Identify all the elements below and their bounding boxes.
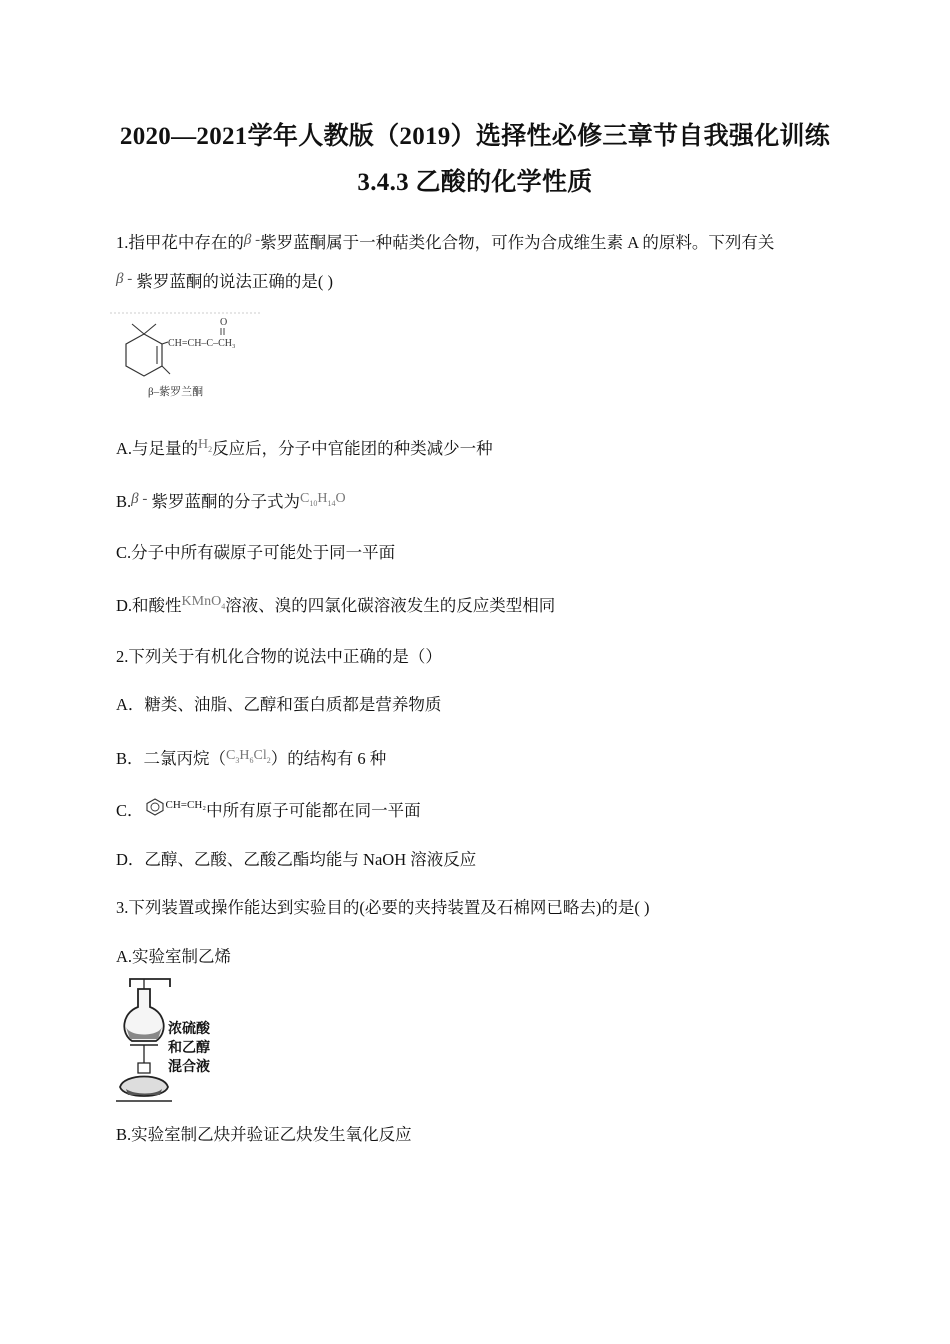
question-3-stem: 3.下列装置或操作能达到实验目的(必要的夹持装置及石棉网已略去)的是( )	[116, 898, 650, 917]
ring-methyl	[162, 366, 170, 374]
beta-symbol: β -	[131, 491, 148, 507]
question-1-stem-line1	[116, 229, 774, 253]
q2-option-b-prefix: B．二氯丙烷（	[116, 749, 227, 768]
question-2-option-b	[116, 745, 386, 769]
q1-stem-part-a: 1.指甲花中存在的	[116, 233, 244, 252]
question-1-option-c: C.分子中所有碳原子可能处于同一平面	[116, 543, 396, 562]
delivery-tube	[130, 979, 170, 987]
q2-option-c-prefix: C．	[116, 801, 144, 820]
question-2-option-c	[116, 797, 421, 821]
h2-formula: H2	[198, 437, 213, 454]
benzene-ring-icon	[144, 798, 166, 816]
carbonyl-oxygen-label: O	[220, 317, 228, 328]
q1-option-a-prefix: A.与足量的	[116, 439, 199, 458]
ethylene-apparatus-figure	[112, 975, 232, 1110]
structure-caption: β–紫罗兰酮	[148, 386, 204, 398]
section-title: 3.4.3 乙酸的化学性质	[357, 169, 593, 196]
document-title: 2020—2021学年人教版（2019）选择性必修三章节自我强化训练	[119, 123, 831, 150]
question-1-option-a	[116, 435, 493, 459]
label-line-1: 浓硫酸	[168, 1022, 210, 1037]
gem-methyl-1	[132, 324, 144, 334]
kmno4-formula: KMnO4	[181, 594, 226, 611]
question-1-option-b	[116, 488, 346, 512]
q2-option-b-suffix: ）的结构有 6 种	[270, 749, 387, 768]
label-line-3: 混合液	[168, 1060, 210, 1075]
lamp-neck	[138, 1063, 150, 1073]
beta-symbol: β -	[116, 271, 133, 287]
gem-methyl-2	[144, 324, 156, 334]
q1-option-b-prefix: B.	[116, 492, 132, 511]
question-2-option-d: D．乙醇、乙酸、乙酸乙酯均能与 NaOH 溶液反应	[116, 850, 477, 869]
q1-option-b-text: 紫罗蓝酮的分子式为	[151, 492, 300, 511]
molecular-formula: C10H14O	[299, 491, 346, 508]
question-3-option-b: B.实验室制乙炔并验证乙炔发生氧化反应	[116, 1125, 412, 1144]
question-3-option-a: A.实验室制乙烯	[116, 947, 232, 966]
question-1-option-d	[116, 592, 555, 616]
question-2-option-a: A．糖类、油脂、乙醇和蛋白质都是营养物质	[116, 695, 442, 714]
question-1-stem-line2	[116, 268, 333, 292]
q1-option-d-prefix: D.和酸性	[116, 596, 182, 615]
beta-symbol: β -	[243, 232, 261, 248]
side-chain-label: CH=CH–C–CH₃	[168, 338, 236, 349]
dichloropropane-formula: C3H6Cl2	[226, 748, 271, 765]
alcohol-lamp	[120, 1077, 168, 1097]
q1-stem-part-c: 紫罗蓝酮的说法正确的是( )	[136, 272, 333, 291]
beta-ionone-structure-figure	[110, 308, 270, 403]
q1-option-d-suffix: 溶液、溴的四氯化碳溶液发生的反应类型相同	[225, 596, 556, 615]
q1-option-a-suffix: 反应后，分子中官能团的种类减少一种	[212, 439, 493, 458]
q2-option-c-suffix: 中所有原子可能都在同一平面	[206, 801, 421, 820]
label-line-2: 和乙醇	[168, 1041, 210, 1056]
question-2-stem: 2.下列关于有机化合物的说法中正确的是（）	[116, 647, 442, 666]
vinyl-group-label: CH=CH₂	[165, 799, 207, 811]
q1-stem-part-b: 紫罗蓝酮属于一种萜类化合物，可作为合成维生素 A 的原料。下列有关	[260, 233, 775, 252]
